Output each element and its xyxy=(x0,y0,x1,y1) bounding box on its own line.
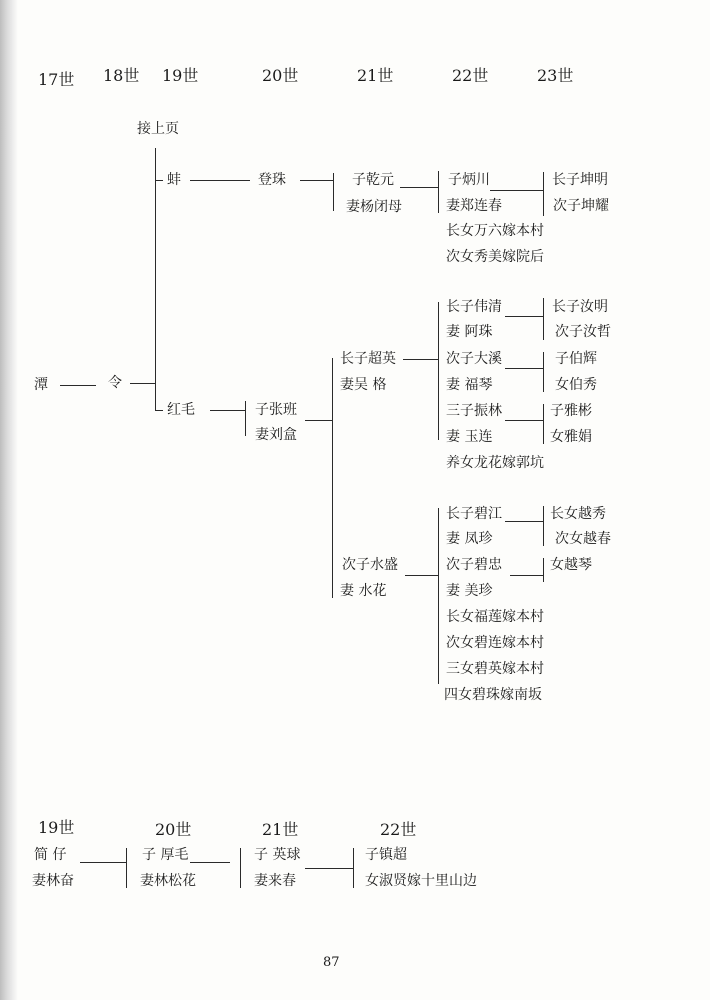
person-qianyuan: 子乾元 xyxy=(352,172,394,188)
person-zhenchao: 子镇超 xyxy=(365,847,407,863)
person-bizhong: 次子碧忠 xyxy=(446,557,502,573)
connector-line xyxy=(80,862,126,863)
gen-23-label: 23世 xyxy=(537,66,574,85)
connector-line xyxy=(240,848,241,888)
person-hongmao: 红毛 xyxy=(167,402,195,418)
person-jianzai: 简 仔 xyxy=(34,847,67,863)
gen-21-label: 21世 xyxy=(357,66,394,85)
person-yueqin: 女越琴 xyxy=(550,557,592,573)
person-yabin: 子雅彬 xyxy=(550,403,592,419)
person-wife-linfen: 妻林奋 xyxy=(32,873,74,889)
person-wife-laichun: 妻来春 xyxy=(254,873,296,889)
person-wife-fuqin: 妻 福琴 xyxy=(446,377,493,393)
person-daughter-biying: 三女碧英嫁本村 xyxy=(446,661,544,677)
connector-line xyxy=(438,302,439,440)
person-wife-linsonghua: 妻林松花 xyxy=(140,873,196,889)
connector-line xyxy=(126,848,127,888)
page-number: 87 xyxy=(323,955,340,970)
connector-line xyxy=(438,171,439,213)
person-yuexiu: 长女越秀 xyxy=(550,506,606,522)
gen-18-label: 18世 xyxy=(103,66,140,85)
scan-edge-shadow xyxy=(0,0,18,1000)
person-daughter-shuxian: 女淑贤嫁十里山边 xyxy=(365,873,477,889)
person-wife-yang: 妻杨闭母 xyxy=(346,199,402,215)
root-son: 令 xyxy=(108,375,122,391)
connector-line xyxy=(505,521,543,522)
gen-19-label: 19世 xyxy=(162,66,199,85)
connector-line xyxy=(60,385,96,386)
connector-line xyxy=(438,508,439,684)
connector-line xyxy=(543,298,544,340)
connector-line xyxy=(155,148,156,410)
person-zhenlin: 三子振林 xyxy=(446,403,502,419)
connector-line xyxy=(305,868,353,869)
person-wife-yulian: 妻 玉连 xyxy=(446,429,493,445)
person-bijiang: 长子碧江 xyxy=(446,506,502,522)
connector-line xyxy=(210,410,245,411)
person-dengzhu: 登珠 xyxy=(258,172,286,188)
gen-17-label: 17世 xyxy=(38,70,75,89)
person-boxiu: 女伯秀 xyxy=(555,377,597,393)
person-ruming: 长子汝明 xyxy=(552,299,608,315)
root-ancestor: 潭 xyxy=(34,377,48,393)
connector-line xyxy=(155,180,163,181)
connector-line xyxy=(505,420,543,421)
connector-line xyxy=(505,368,543,369)
gen-20-label-bottom: 20世 xyxy=(155,820,192,839)
person-bohui: 子伯辉 xyxy=(555,351,597,367)
connector-line xyxy=(353,848,354,888)
person-adopted-longhua: 养女龙花嫁郭坑 xyxy=(446,455,544,471)
continued-from-note: 接上页 xyxy=(137,121,179,137)
connector-line xyxy=(505,316,543,317)
gen-21-label-bottom: 21世 xyxy=(262,820,299,839)
person-daughter-bizhu: 四女碧珠嫁南坂 xyxy=(444,687,542,703)
connector-line xyxy=(190,862,230,863)
connector-line xyxy=(155,410,163,411)
person-daughter-wanliu: 长女万六嫁本村 xyxy=(446,223,544,239)
person-daughter-fulian: 长女福莲嫁本村 xyxy=(446,609,544,625)
person-bang: 蚌 xyxy=(167,172,181,188)
person-wife-fengzhen: 妻 凤珍 xyxy=(446,531,493,547)
connector-line xyxy=(543,404,544,444)
person-kunyao: 次子坤耀 xyxy=(553,198,609,214)
connector-line xyxy=(332,358,333,598)
gen-20-label: 20世 xyxy=(262,66,299,85)
connector-line xyxy=(305,420,332,421)
connector-line xyxy=(510,575,543,576)
person-daughter-bilian: 次女碧连嫁本村 xyxy=(446,635,544,651)
person-weiqing: 长子伟清 xyxy=(446,299,502,315)
gen-19-label-bottom: 19世 xyxy=(38,818,75,837)
person-ruzhe: 次子汝哲 xyxy=(555,324,611,340)
person-daxi: 次子大溪 xyxy=(446,351,502,367)
person-wife-liu: 妻刘盒 xyxy=(255,427,297,443)
connector-line xyxy=(405,575,438,576)
person-shuisheng: 次子水盛 xyxy=(342,557,398,573)
person-bingchuan: 子炳川 xyxy=(448,172,490,188)
gen-22-label: 22世 xyxy=(452,66,489,85)
person-wife-shuihua: 妻 水花 xyxy=(340,583,387,599)
person-kunming: 长子坤明 xyxy=(552,172,608,188)
gen-22-label-bottom: 22世 xyxy=(380,820,417,839)
connector-line xyxy=(245,401,246,436)
connector-line xyxy=(490,190,543,191)
person-wife-zheng: 妻郑连春 xyxy=(446,198,502,214)
connector-line xyxy=(543,172,544,216)
person-wife-wu: 妻吴 格 xyxy=(340,377,387,393)
connector-line xyxy=(400,187,438,188)
person-wife-azhu: 妻 阿珠 xyxy=(446,324,493,340)
connector-line xyxy=(333,173,334,211)
connector-line xyxy=(300,180,333,181)
connector-line xyxy=(543,506,544,546)
person-wife-meizhen: 妻 美珍 xyxy=(446,583,493,599)
connector-line xyxy=(403,359,438,360)
connector-line xyxy=(543,352,544,392)
connector-line xyxy=(130,383,155,384)
person-chaoying: 长子超英 xyxy=(340,351,396,367)
person-yingqiu: 子 英球 xyxy=(254,847,301,863)
connector-line xyxy=(543,558,544,582)
person-daughter-xiumei: 次女秀美嫁院后 xyxy=(446,249,544,265)
person-houmao: 子 厚毛 xyxy=(142,847,189,863)
person-yuechun: 次女越春 xyxy=(555,531,611,547)
connector-line xyxy=(190,180,250,181)
person-zhangban: 子张班 xyxy=(255,402,297,418)
person-yajuan: 女雅娟 xyxy=(550,429,592,445)
